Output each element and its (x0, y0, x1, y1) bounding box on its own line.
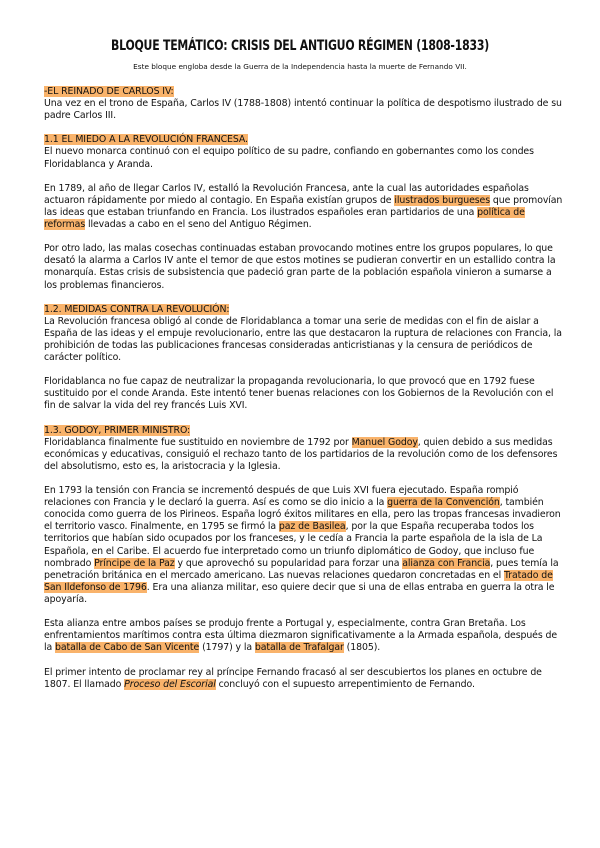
highlight-term: Manuel Godoy (351, 436, 418, 448)
paragraph: En 1793 la tensión con Francia se incrementó después de que Luis XVI fuera ejecutado. España rompió relaciones con Francia y le declaró la guerra. Así es como se dio inicio a la guerra de la Convención, también conocida como guerra de los Pirineos. España logró éxitos militares en ella, pero las tropas francesas invadieron el territorio vasco. Finalmente, en 1795 se firmó la paz de Basilea, por la que España recuperaba todos los territorios que habían sido ocupados por los franceses, y le cedía a Francia la parte española de la isla de La Española, en el Caribe. El acuerdo fue interpretado como un triunfo diplomático de Godoy, que incluso fue nombrado Príncipe de la Paz y que aprovechó su popularidad para forzar una alianza con Francia, pues temía la penetración británica en el mercado americano. Las nuevas relaciones quedaron concretadas en el Tratado de San Ildefonso de 1796. Era una alianza militar, eso quiere decir que si una de ellas entraba en guerra la otra le apoyaría. (44, 485, 561, 605)
paragraph: Una vez en el trono de España, Carlos IV (1788-1808) intentó continuar la política de despotismo ilustrado de su padre Carlos III. (44, 98, 562, 122)
document-body (44, 86, 564, 703)
highlight-term: batalla de Trafalgar (254, 642, 344, 654)
highlight-term: Proceso del Escorial (124, 678, 216, 690)
highlight-term: paz de Basilea (278, 521, 346, 533)
paragraph: El nuevo monarca continuó con el equipo político de su padre, confiando en gobernantes como los condes Floridablanca y Aranda. (44, 146, 534, 170)
paragraph: Por otro lado, las malas cosechas continuadas estaban provocando motines entre los grupos populares, lo que desató la alarma a Carlos IV ante el temor de que estos motines se pudieran convertir en un estallido contra la monarquía. Estas crisis de subsistencia que padeció gran parte de la población española vinieron a sumarse a los problemas financieros. (44, 243, 556, 291)
paragraph: Esta alianza entre ambos países se produjo frente a Portugal y, especialmente, contra Gran Bretaña. Los enfrentamientos marítimos contra esta última diezmaron significativamente a la Armada española, después de la batalla de Cabo de San Vicente (1797) y la batalla de Trafalgar (1805). (44, 618, 558, 654)
highlight-term: ilustrados burgueses (394, 194, 491, 206)
highlight-term: alianza con Francia (402, 557, 491, 569)
paragraph: La Revolución francesa obligó al conde de Floridablanca a tomar una serie de medidas con el fin de aislar a España de las ideas y el empuje revolucionario, entre las que destacaron la ruptura de relaciones con Francia, la prohibición de todas las publicaciones francesas consideradas anticristianas y la censura de periódicos de carácter político. (44, 315, 562, 364)
paragraph: En 1789, al año de llegar Carlos IV, estalló la Revolución Francesa, ante la cual las autoridades españolas actuaron rápidamente por miedo al contagio. En España existían grupos de ilustrados burgueses que promovían las ideas que estaban triunfando en Francia. Los ilustrados españoles eran partidarios de una política de reformas llevadas a cabo en el seno del Antiguo Régimen. (44, 182, 563, 231)
highlight-term: política de reformas (44, 206, 525, 231)
page-subtitle: Este bloque engloba desde la Guerra de la Independencia hasta la muerte de Fernando VII. (133, 62, 467, 71)
page-title: BLOQUE TEMÁTICO: CRISIS DEL ANTIGUO RÉGIMEN (1808-1833) (111, 38, 489, 54)
paragraph: Floridablanca no fue capaz de neutralizar la propaganda revolucionaria, lo que provocó que en 1792 fuese sustituido por el conde Aranda. Este intentó tener buenas relaciones con los Gobiernos de la Revolución con el fin de salvar la vida del rey francés Luis XVI. (44, 376, 554, 412)
section-heading-godoy: 1.3. GODOY, PRIMER MINISTRO: (44, 424, 191, 436)
highlight-term: batalla de Cabo de San Vicente (55, 642, 200, 654)
section-heading-miedo-revolucion: 1.1 EL MIEDO A LA REVOLUCIÓN FRANCESA. (44, 134, 248, 146)
section-heading-medidas: 1.2. MEDIDAS CONTRA LA REVOLUCIÓN: (44, 303, 230, 315)
highlight-term: guerra de la Convención (387, 497, 500, 509)
highlight-term: Tratado de San Ildefonso de 1796 (44, 569, 553, 593)
section-heading-reinado: -EL REINADO DE CARLOS IV: (44, 86, 174, 97)
highlight-term: Príncipe de la Paz (94, 557, 175, 569)
paragraph: Floridablanca finalmente fue sustituido en noviembre de 1792 por Manuel Godoy, quien debido a sus medidas económicas y educativas, consiguió el rechazo tanto de los partidarios de la revolución como de los defensores del absolutismo, esto es, la aristocracia y la Iglesia. (44, 436, 558, 472)
paragraph: El primer intento de proclamar rey al príncipe Fernando fracasó al ser descubiertos los planes en octubre de 1807. El llamado Proceso del Escorial concluyó con el supuesto arrepentimiento de Fernando. (44, 666, 542, 690)
